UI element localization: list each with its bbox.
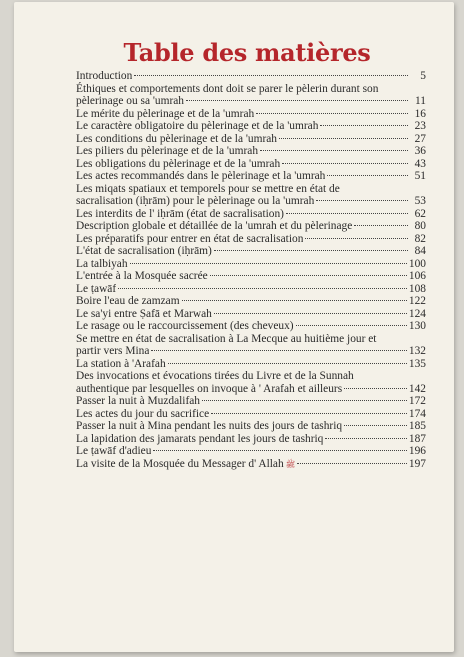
toc-page-number: 62 (414, 207, 426, 220)
toc-entry (76, 295, 426, 308)
toc-entry-label: L'état de sacralisation (iḥrām) (76, 245, 212, 257)
toc-entry-label: Les actes du jour du sacrifice (76, 407, 210, 420)
toc-entry-label: Les piliers du pèlerinage et de la 'umrah (76, 145, 259, 157)
toc-entry-label: Description globale et détaillée de la 'umrah et du pèlerinage (76, 220, 353, 232)
toc-entry (76, 83, 426, 108)
toc-entry-row (76, 345, 426, 358)
toc-entry (76, 320, 426, 333)
toc-entry-row (76, 95, 426, 108)
toc-entry (76, 208, 426, 221)
toc-page-number: 130 (408, 320, 426, 332)
dot-leader (130, 263, 407, 264)
toc-page-number: 5 (420, 70, 426, 82)
toc-entry-label: Les obligations du pèlerinage et de la 'umrah (76, 157, 281, 170)
toc-entry-row (76, 283, 426, 296)
toc-entry (76, 158, 426, 171)
dot-leader (297, 463, 407, 464)
toc-page-number: 84 (414, 245, 426, 257)
toc-entry (76, 70, 426, 83)
dot-leader (134, 75, 408, 76)
toc-entry-label: Le mérite du pèlerinage et de la 'umrah (76, 107, 255, 120)
toc-entry-row (76, 383, 426, 396)
toc-entry (76, 458, 426, 471)
dot-leader (211, 413, 407, 414)
toc-entry-row (76, 70, 426, 83)
dot-leader (210, 275, 407, 276)
page-title: Table des matières (123, 38, 371, 67)
toc-page-number: 43 (414, 157, 426, 170)
toc-entry (76, 433, 426, 446)
toc-page-number: 172 (408, 395, 426, 407)
toc-entry (76, 283, 426, 296)
toc-page-number: 27 (414, 132, 426, 145)
dot-leader (344, 425, 407, 426)
toc-entry-row (76, 270, 426, 283)
toc-page-number: 53 (414, 195, 426, 207)
toc-entry-label: La station à 'Arafah (76, 357, 166, 370)
toc-entry (76, 308, 426, 321)
toc-entry-row (76, 158, 426, 171)
toc-entry-row (76, 258, 426, 271)
dot-leader (182, 300, 407, 301)
toc-page-number: 124 (408, 307, 426, 320)
toc-entry-label: Les interdits de l' iḥrām (état de sacralisation) (76, 207, 284, 220)
toc-entry-label: Les préparatifs pour entrer en état de sacralisation (76, 232, 304, 245)
toc-entry-row (76, 170, 426, 183)
toc-entry-label: La lapidation des jamarats pendant les jours de tashriq (76, 432, 324, 445)
toc-entry-row (76, 245, 426, 258)
toc-entry (76, 133, 426, 146)
dot-leader (327, 175, 408, 176)
toc-entry-row (76, 108, 426, 121)
toc-entry-line: Des invocations et évocations tirées du Livre et de la Sunnah (76, 370, 354, 382)
toc-entry-row (76, 358, 426, 371)
toc-entry-label: Introduction (76, 70, 133, 82)
toc-entry (76, 420, 426, 433)
toc-entry-row (76, 233, 426, 246)
toc-page-number: 51 (414, 170, 426, 182)
dot-leader (279, 138, 408, 139)
dot-leader (320, 125, 408, 126)
toc-entry-label: Passer la nuit à Muzdalifah (76, 395, 200, 407)
toc-entry-label: Le rasage ou le raccourcissement (des cheveux) (76, 320, 294, 332)
dot-leader (354, 225, 408, 226)
toc-entry (76, 258, 426, 271)
toc-entry-row (76, 433, 426, 446)
toc-page-number: 80 (414, 220, 426, 232)
dot-leader (214, 313, 407, 314)
honorific-calligraphy-icon: ﷺ (285, 459, 296, 469)
toc-page-number: 187 (408, 432, 426, 445)
dot-leader (168, 363, 407, 364)
dot-leader (296, 325, 407, 326)
toc-entry-row (76, 458, 426, 471)
toc-entry-label: Les actes recommandés dans le pèlerinage et la 'umrah (76, 170, 326, 182)
toc-entry-line: Se mettre en état de sacralisation à La Mecque au huitième jour et (76, 332, 377, 345)
toc-page-number: 11 (415, 95, 426, 107)
dot-leader (202, 400, 407, 401)
toc-entry-row (76, 208, 426, 221)
toc-entry-row (76, 445, 426, 458)
dot-leader (260, 150, 408, 151)
toc-entry-label: Passer la nuit à Mina pendant les nuits des jours de tashriq (76, 420, 343, 432)
dot-leader (153, 450, 406, 451)
toc-page-number: 23 (414, 120, 426, 132)
dot-leader (344, 388, 407, 389)
dot-leader (305, 238, 408, 239)
toc-entry-label: Le caractère obligatoire du pèlerinage et de la 'umrah (76, 120, 319, 132)
toc-page-number: 16 (414, 107, 426, 120)
toc-page-number: 197 (408, 457, 426, 470)
toc-entry-row (76, 308, 426, 321)
toc-entry-row (76, 320, 426, 333)
toc-entry-label: Le sa'yi entre Ṣafā et Marwah (76, 307, 212, 320)
toc-entry-line: Les miqats spatiaux et temporels pour se mettre en état de (76, 182, 340, 195)
dot-leader (186, 100, 408, 101)
table-of-contents (76, 70, 426, 470)
toc-entry (76, 183, 426, 208)
toc-entry (76, 245, 426, 258)
dot-leader (118, 288, 407, 289)
toc-entry-row (76, 395, 426, 408)
toc-entry (76, 370, 426, 395)
toc-entry (76, 408, 426, 421)
toc-entry-label: partir vers Mina (76, 345, 150, 357)
toc-entry-label: Boire l'eau de zamzam (76, 295, 180, 307)
toc-entry (76, 395, 426, 408)
toc-entry-row (76, 195, 426, 208)
toc-entry (76, 358, 426, 371)
toc-entry-row (76, 120, 426, 133)
toc-entry-row (76, 295, 426, 308)
toc-entry (76, 145, 426, 158)
toc-entry-label: sacralisation (iḥrām) pour le pèlerinage ou la 'umrah (76, 195, 315, 207)
toc-entry-row (76, 145, 426, 158)
toc-page-number: 135 (408, 357, 426, 370)
toc-entry-line: Éthiques et comportements dont doit se parer le pèlerin durant son (76, 82, 379, 95)
toc-entry-label: La talbiyah (76, 257, 128, 270)
dot-leader (316, 200, 408, 201)
toc-page-number: 122 (408, 295, 426, 307)
toc-page-number: 142 (408, 382, 426, 395)
toc-entry (76, 220, 426, 233)
toc-entry-label: Le ṭawāf (76, 282, 117, 295)
toc-entry-row (76, 133, 426, 146)
toc-entry (76, 108, 426, 121)
toc-entry (76, 270, 426, 283)
toc-entry (76, 445, 426, 458)
dot-leader (256, 113, 408, 114)
toc-page-number: 36 (414, 145, 426, 157)
dot-leader (325, 438, 407, 439)
dot-leader (214, 250, 408, 251)
toc-page-number: 82 (414, 232, 426, 245)
toc-entry-label: pèlerinage ou sa 'umrah (76, 95, 185, 107)
toc-entry-label: La visite de la Mosquée du Messager d' Allah (76, 457, 284, 470)
book-page (14, 2, 454, 652)
toc-page-number: 106 (408, 270, 426, 282)
toc-entry (76, 233, 426, 246)
toc-page-number: 196 (408, 445, 426, 457)
toc-entry-label: Le ṭawāf d'adieu (76, 445, 152, 457)
toc-page-number: 185 (408, 420, 426, 432)
toc-page-number: 132 (408, 345, 426, 357)
toc-entry-label: Les conditions du pèlerinage et de la 'umrah (76, 132, 278, 145)
toc-entry-label: L'entrée à la Mosquée sacrée (76, 270, 208, 282)
toc-entry-row (76, 420, 426, 433)
toc-page-number: 100 (408, 257, 426, 270)
toc-entry (76, 170, 426, 183)
toc-entry-label: authentique par lesquelles on invoque à ' Arafah et ailleurs (76, 382, 343, 395)
dot-leader (286, 213, 408, 214)
toc-page-number: 108 (408, 282, 426, 295)
toc-entry (76, 120, 426, 133)
dot-leader (282, 163, 408, 164)
toc-page-number: 174 (408, 407, 426, 420)
toc-entry-row (76, 408, 426, 421)
toc-entry (76, 333, 426, 358)
dot-leader (151, 350, 407, 351)
toc-entry-row (76, 220, 426, 233)
